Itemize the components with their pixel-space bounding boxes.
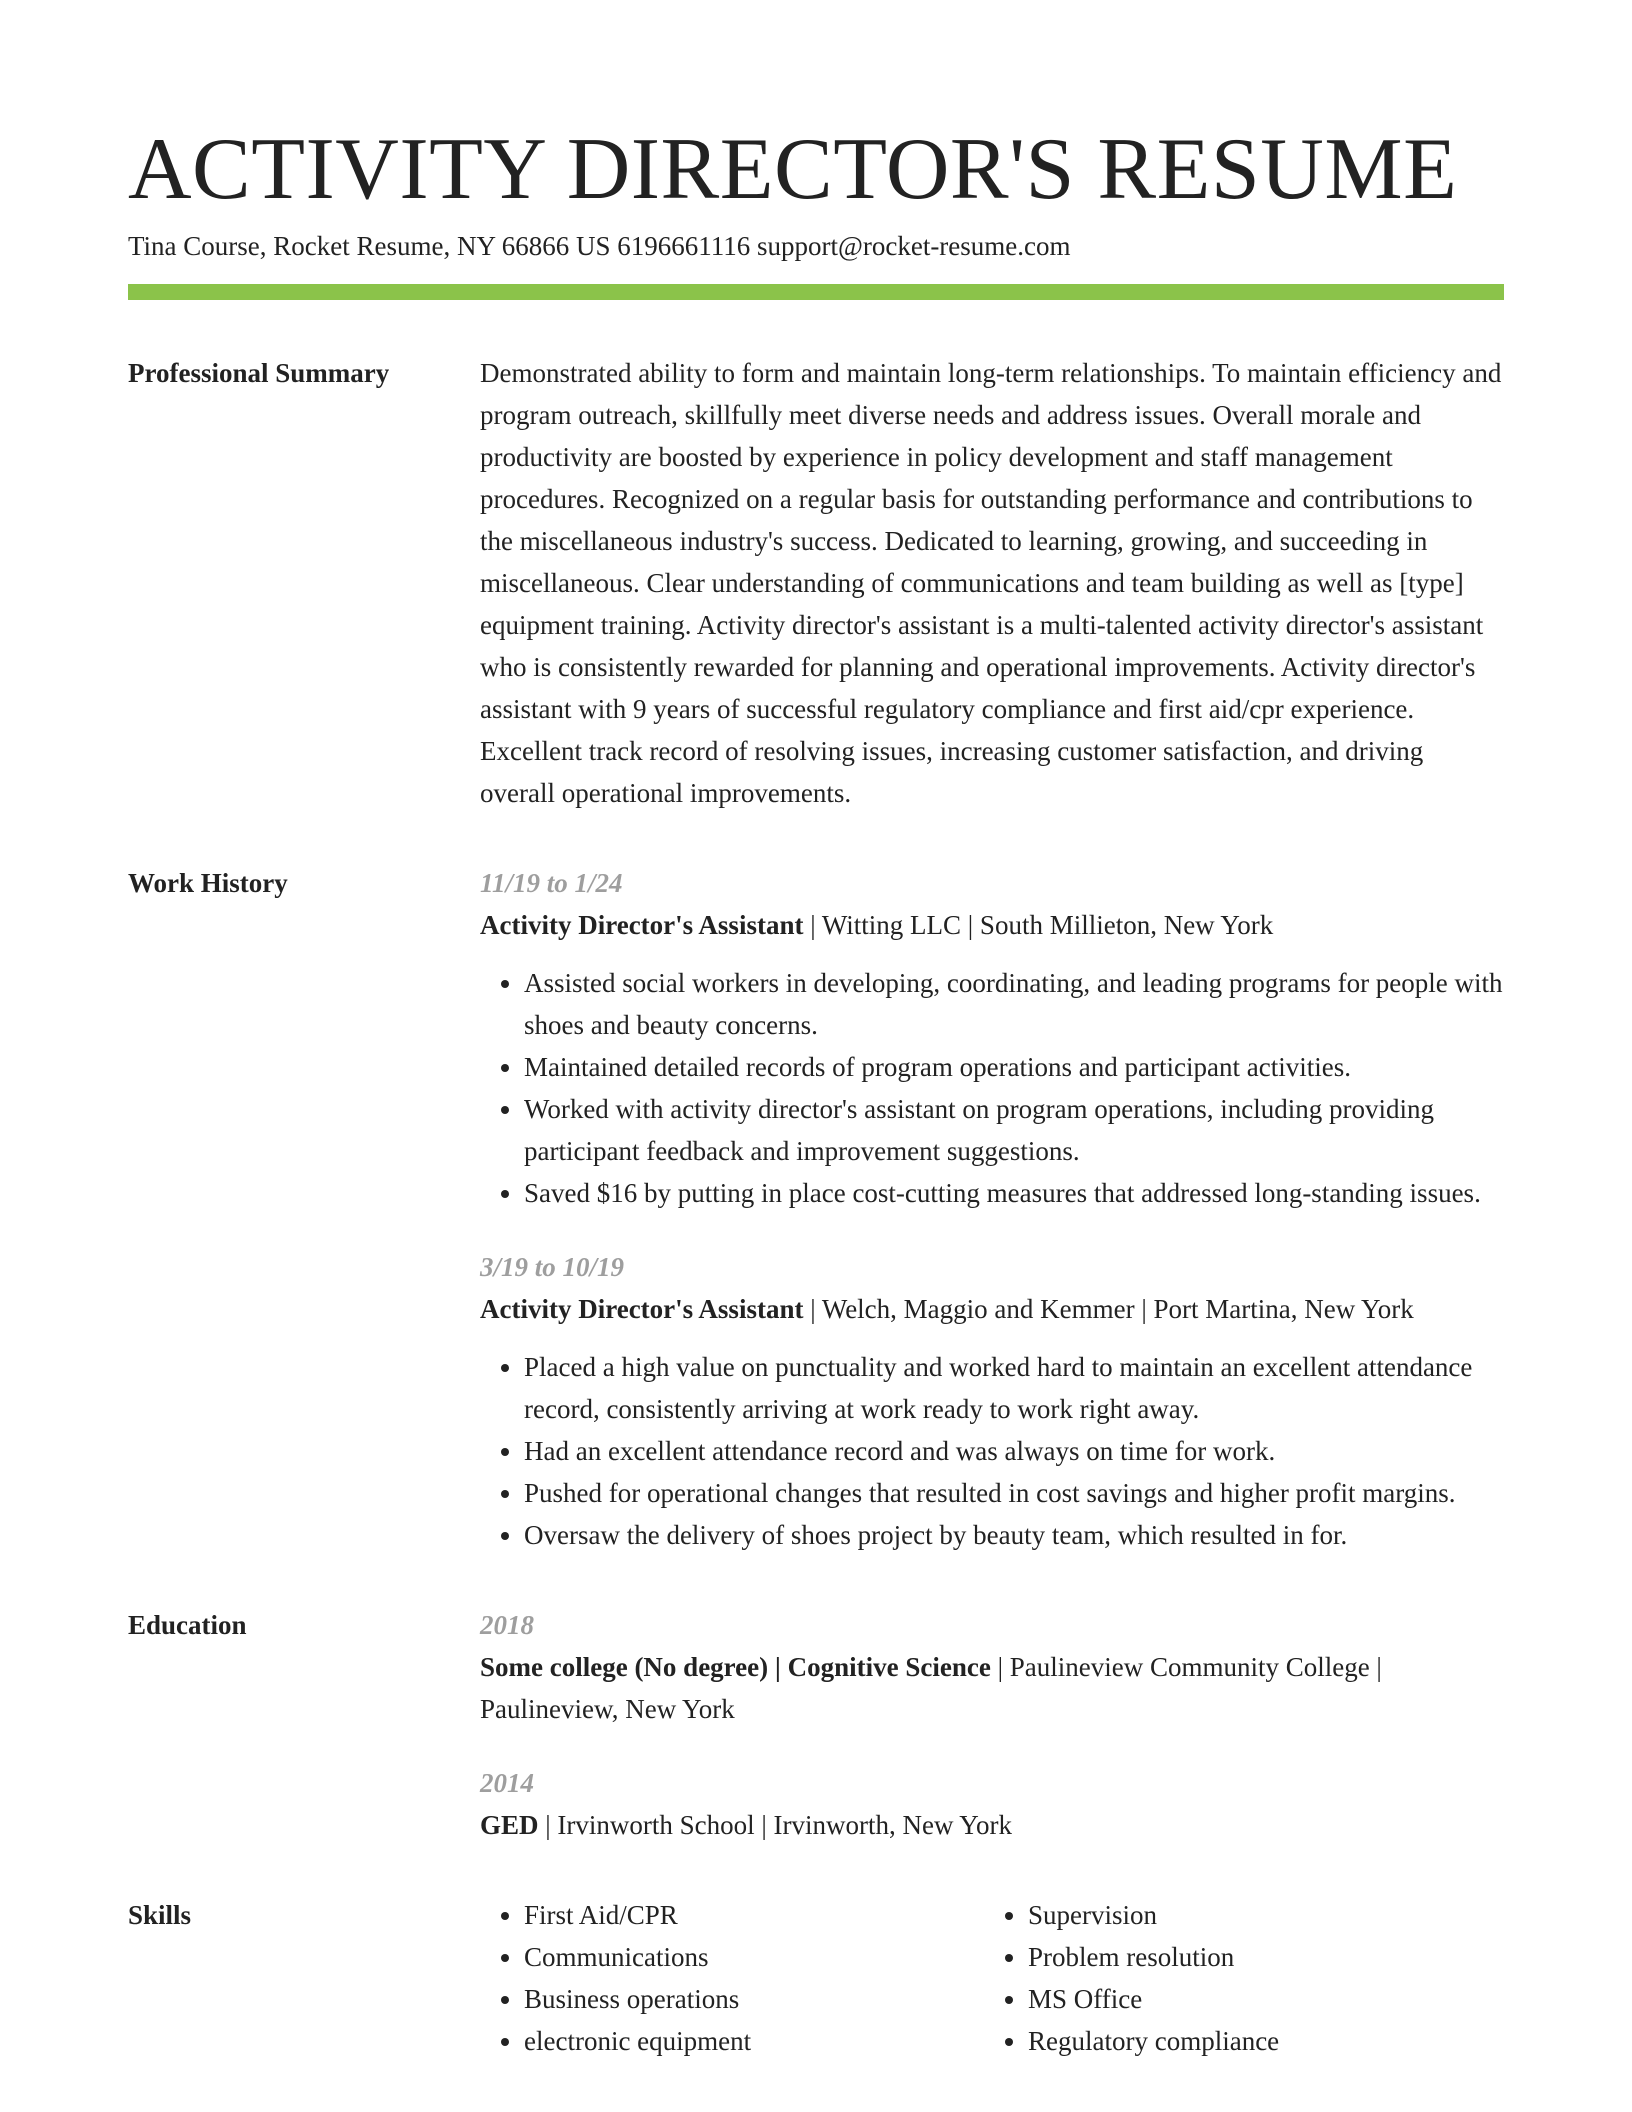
contact-line: Tina Course, Rocket Resume, NY 66866 US 6196661116 support@rocket-resume.com: [128, 231, 1071, 261]
section-label-work-history: Work History: [128, 868, 288, 898]
education-degree: GED: [480, 1810, 539, 1840]
skill-item: • Regulatory compliance: [1028, 2020, 1488, 2062]
skill-item: • electronic equipment: [524, 2020, 984, 2062]
job-details: | Witting LLC | South Millieton, New York: [803, 910, 1274, 940]
skill-item: • Supervision: [1028, 1894, 1488, 1936]
job-heading: [480, 904, 1504, 946]
job-bullets: [480, 1346, 1504, 1556]
skills-list-right: [984, 1894, 1488, 2062]
list-item: • Saved $16 by putting in place cost-cutting measures that addressed long-standing issues.: [524, 1172, 1504, 1214]
job-title: Activity Director's Assistant: [480, 910, 804, 940]
list-item: • Oversaw the delivery of shoes project by beauty team, which resulted in for.: [524, 1514, 1504, 1556]
education-section: [128, 1604, 1504, 1846]
job-title: Activity Director's Assistant: [480, 1294, 804, 1324]
section-label-skills: Skills: [128, 1900, 192, 1930]
list-item: • Placed a high value on punctuality and worked hard to maintain an excellent attendance record, consistently arriving at work ready to work right away.: [524, 1346, 1504, 1430]
skills-columns: [480, 1894, 1504, 2062]
skill-item: • Business operations: [524, 1978, 984, 2020]
list-item: • Assisted social workers in developing, coordinating, and leading programs for people with shoes and beauty concerns.: [524, 962, 1504, 1046]
accent-divider: [128, 284, 1504, 300]
list-item: • Had an excellent attendance record and was always on time for work.: [524, 1430, 1504, 1472]
section-label-education: Education: [128, 1610, 247, 1640]
skill-item: • MS Office: [1028, 1978, 1488, 2020]
list-item: • Pushed for operational changes that resulted in cost savings and higher profit margins.: [524, 1472, 1504, 1514]
job-date: 3/19 to 10/19: [480, 1252, 625, 1282]
list-item: • Worked with activity director's assistant on program operations, including providing participant feedback and improvement suggestions.: [524, 1088, 1504, 1172]
job-heading: [480, 1288, 1504, 1330]
summary-section: [128, 352, 1504, 814]
resume-page: [128, 120, 1504, 2062]
education-entry: [480, 1762, 1504, 1846]
summary-text: Demonstrated ability to form and maintain long-term relationships. To maintain efficiency and program outreach, skillfully meet diverse needs and address issues. Overall morale and productivity are boosted by experience in policy development and staff management procedures. Recognized on a regular basis for outstanding performance and contributions to the miscellaneous industry's success. Dedicated to learning, growing, and succeeding in miscellaneous. Clear understanding of communications and team building as well as [type] equipment training. Activity director's assistant is a multi-talented activity director's assistant who is consistently rewarded for planning and operational improvements. Activity director's assistant with 9 years of successful regulatory compliance and first aid/cpr experience. Excellent track record of resolving issues, increasing customer satisfaction, and driving overall operational improvements.: [480, 358, 1502, 808]
list-item: • Maintained detailed records of program operations and participant activities.: [524, 1046, 1504, 1088]
skill-item: • Problem resolution: [1028, 1936, 1488, 1978]
work-history-section: [128, 862, 1504, 1556]
education-date: 2018: [480, 1610, 534, 1640]
skill-item: • First Aid/CPR: [524, 1894, 984, 1936]
education-date: 2014: [480, 1768, 534, 1798]
section-label-summary: Professional Summary: [128, 358, 390, 388]
job-bullets: [480, 962, 1504, 1214]
education-heading: [480, 1646, 1504, 1730]
job-date: 11/19 to 1/24: [480, 868, 623, 898]
education-heading: [480, 1804, 1504, 1846]
job-entry: [480, 862, 1504, 1214]
skills-list-left: [480, 1894, 984, 2062]
education-entry: [480, 1604, 1504, 1730]
education-details: | Paulineview Community College | Paulineview, New York: [480, 1652, 1382, 1724]
job-entry: [480, 1246, 1504, 1556]
skills-section: [128, 1894, 1504, 2062]
education-details: | Irvinworth School | Irvinworth, New York: [538, 1810, 1013, 1840]
resume-title: ACTIVITY DIRECTOR'S RESUME: [128, 121, 1458, 218]
job-details: | Welch, Maggio and Kemmer | Port Martina, New York: [803, 1294, 1414, 1324]
skill-item: • Communications: [524, 1936, 984, 1978]
education-degree: Some college (No degree) | Cognitive Science: [480, 1652, 991, 1682]
